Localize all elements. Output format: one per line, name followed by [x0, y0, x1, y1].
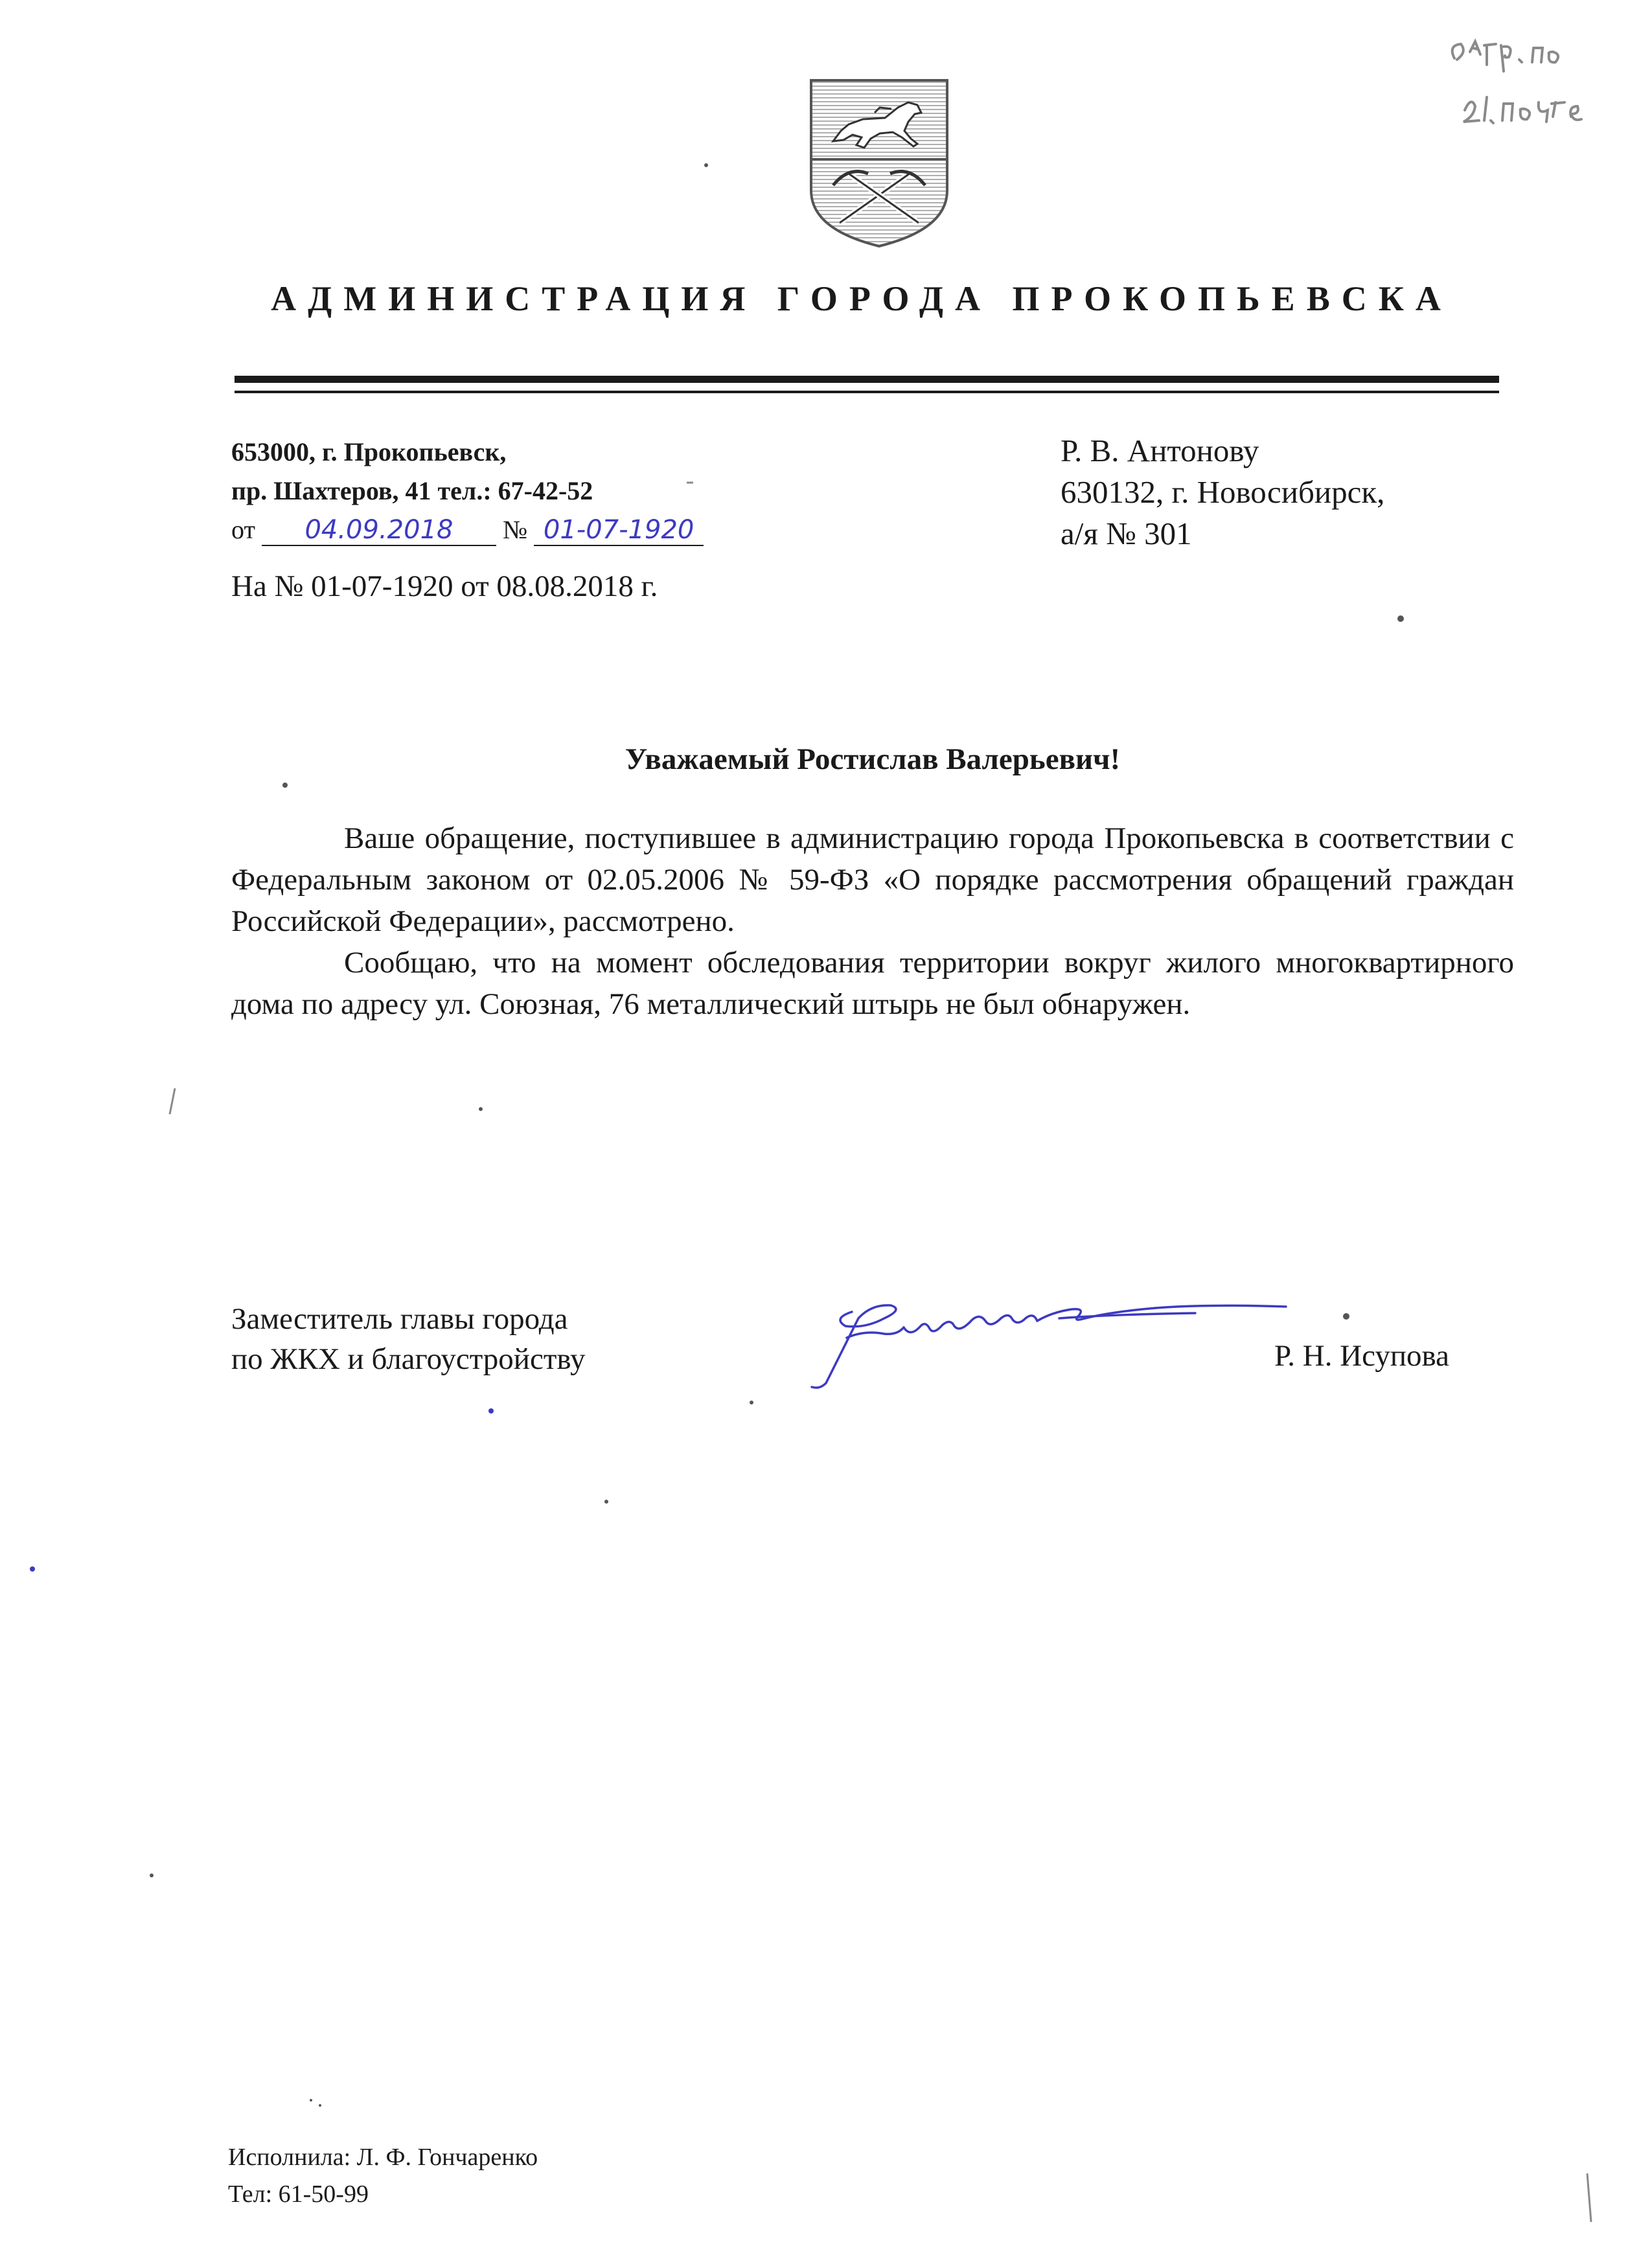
date-prefix: от [231, 515, 255, 544]
sender-address-line1: 653000, г. Прокопьевск, [231, 437, 507, 466]
registration-date: 04.09.2018 [262, 515, 496, 546]
body-paragraph-2: Сообщаю, что на момент обследования территории вокруг жилого многоквартирного дома по адресу ул. Союзная, 76 металлический штырь не был обнаружен. [231, 946, 1514, 1021]
recipient-address: 630132, г. Новосибирск, [1061, 474, 1385, 510]
signatory-title-line2: по ЖКХ и благоустройству [231, 1342, 586, 1376]
signatory-title-line1: Заместитель главы города [231, 1302, 568, 1336]
organization-name: АДМИНИСТРАЦИЯ ГОРОДА ПРОКОПЬЕВСКА [271, 279, 1452, 318]
recipient-po-box: а/я № 301 [1061, 516, 1192, 551]
sender-address-line2: пр. Шахтеров, 41 тел.: 67-42-52 [231, 476, 593, 505]
executor-phone: Тел: 61-50-99 [228, 2181, 369, 2208]
executor-name: Исполнила: Л. Ф. Гончаренко [228, 2144, 538, 2171]
recipient-name: Р. В. Антонову [1061, 433, 1259, 468]
body-paragraph-1: Ваше обращение, поступившее в администрацию города Прокопьевска в соответствии с Федеральным законом от 02.05.2006 № 59-ФЗ «О порядке рассмотрения обращений граждан Российской Федерации», рассмотрено. [231, 821, 1514, 938]
registration-number: 01-07-1920 [534, 515, 704, 546]
reference-line: На № 01-07-1920 от 08.08.2018 г. [231, 569, 658, 603]
greeting: Уважаемый Ростислав Валерьевич! [625, 742, 1121, 776]
signatory-name: Р. Н. Исупова [1274, 1339, 1449, 1373]
number-prefix: № [502, 515, 528, 544]
